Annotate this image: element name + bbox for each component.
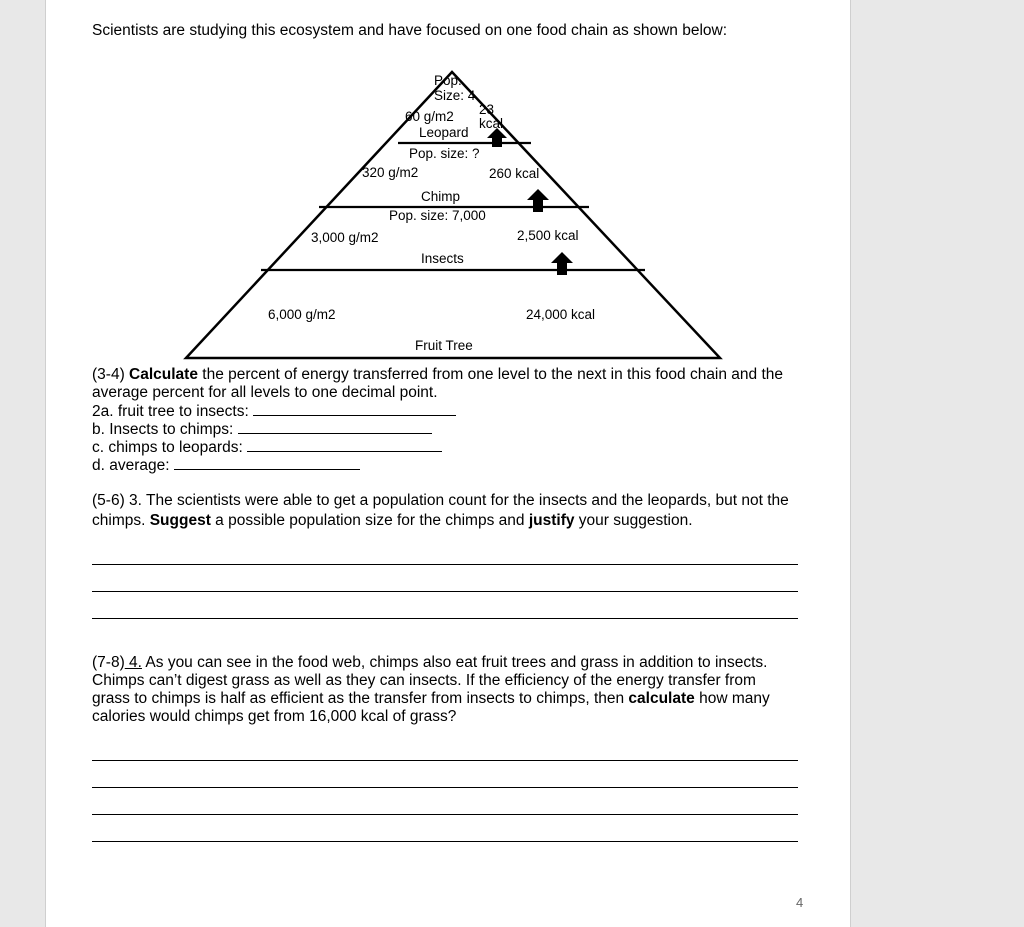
q78-answer-line-3[interactable] xyxy=(92,814,798,815)
answer-blank-d[interactable] xyxy=(174,456,360,470)
leopard-energy-value: 23 xyxy=(479,102,495,117)
fruit-tree-biomass: 6,000 g/m2 xyxy=(268,307,336,322)
fruit-tree-energy: 24,000 kcal xyxy=(526,307,596,322)
q56-answer-line-3[interactable] xyxy=(92,618,798,619)
q34-line1: (3-4) Calculate the percent of energy transferred from one level to the next in this food chain and the xyxy=(92,366,784,383)
q34-line2: average percent for all levels to one decimal point. xyxy=(92,384,438,401)
chimp-energy: 260 kcal xyxy=(489,166,540,181)
insects-pop-size: Pop. size: 7,000 xyxy=(389,208,486,223)
q78-answer-line-2[interactable] xyxy=(92,787,798,788)
answer-blank-c[interactable] xyxy=(247,438,442,452)
q78-answer-line-4[interactable] xyxy=(92,841,798,842)
arrow-tree-to-insects xyxy=(551,252,573,275)
insects-name: Insects xyxy=(421,251,464,266)
answer-blank-b[interactable] xyxy=(238,420,432,434)
chimp-pop-size: Pop. size: ? xyxy=(409,146,480,161)
q34-item-d: d. average: xyxy=(92,456,360,475)
q78-line3: grass to chimps is half as efficient as the transfer from insects to chimps, then calculate how many xyxy=(92,690,770,707)
q34-item-b: b. Insects to chimps: xyxy=(92,420,432,439)
insects-biomass: 3,000 g/m2 xyxy=(311,230,379,245)
leopard-biomass: 60 g/m2 xyxy=(405,109,454,124)
fruit-tree-name: Fruit Tree xyxy=(415,338,473,353)
arrow-insects-to-chimp xyxy=(527,189,549,212)
q78-line2: Chimps can’t digest grass as well as they can insects. If the efficiency of the energy transfer from xyxy=(92,672,756,689)
q34-item-2a: 2a. fruit tree to insects: xyxy=(92,402,456,421)
chimp-biomass: 320 g/m2 xyxy=(362,165,419,180)
leopard-pop-label: Pop. xyxy=(434,73,462,88)
page-number: 4 xyxy=(796,895,804,910)
q78-line1: (7-8) 4. As you can see in the food web, chimps also eat fruit trees and grass in addition to insects. xyxy=(92,654,768,671)
q56-answer-line-1[interactable] xyxy=(92,564,798,565)
leopard-name: Leopard xyxy=(419,125,469,140)
q56-line2: chimps. Suggest a possible population size for the chimps and justify your suggestion. xyxy=(92,512,693,529)
q78-answer-line-1[interactable] xyxy=(92,760,798,761)
q56-answer-line-2[interactable] xyxy=(92,591,798,592)
leopard-energy-unit: kcal xyxy=(479,116,504,131)
chimp-name: Chimp xyxy=(421,189,461,204)
intro-text: Scientists are studying this ecosystem and have focused on one food chain as shown below: xyxy=(92,22,728,39)
q34-item-c: c. chimps to leopards: xyxy=(92,438,442,457)
insects-energy: 2,500 kcal xyxy=(517,228,579,243)
q56-line1: (5-6) 3. The scientists were able to get a population count for the insects and the leopards, but not the xyxy=(92,492,789,509)
answer-blank-2a[interactable] xyxy=(253,402,456,416)
q78-line4: calories would chimps get from 16,000 kcal of grass? xyxy=(92,708,457,725)
leopard-pop-size: Size: 4 xyxy=(434,88,476,103)
